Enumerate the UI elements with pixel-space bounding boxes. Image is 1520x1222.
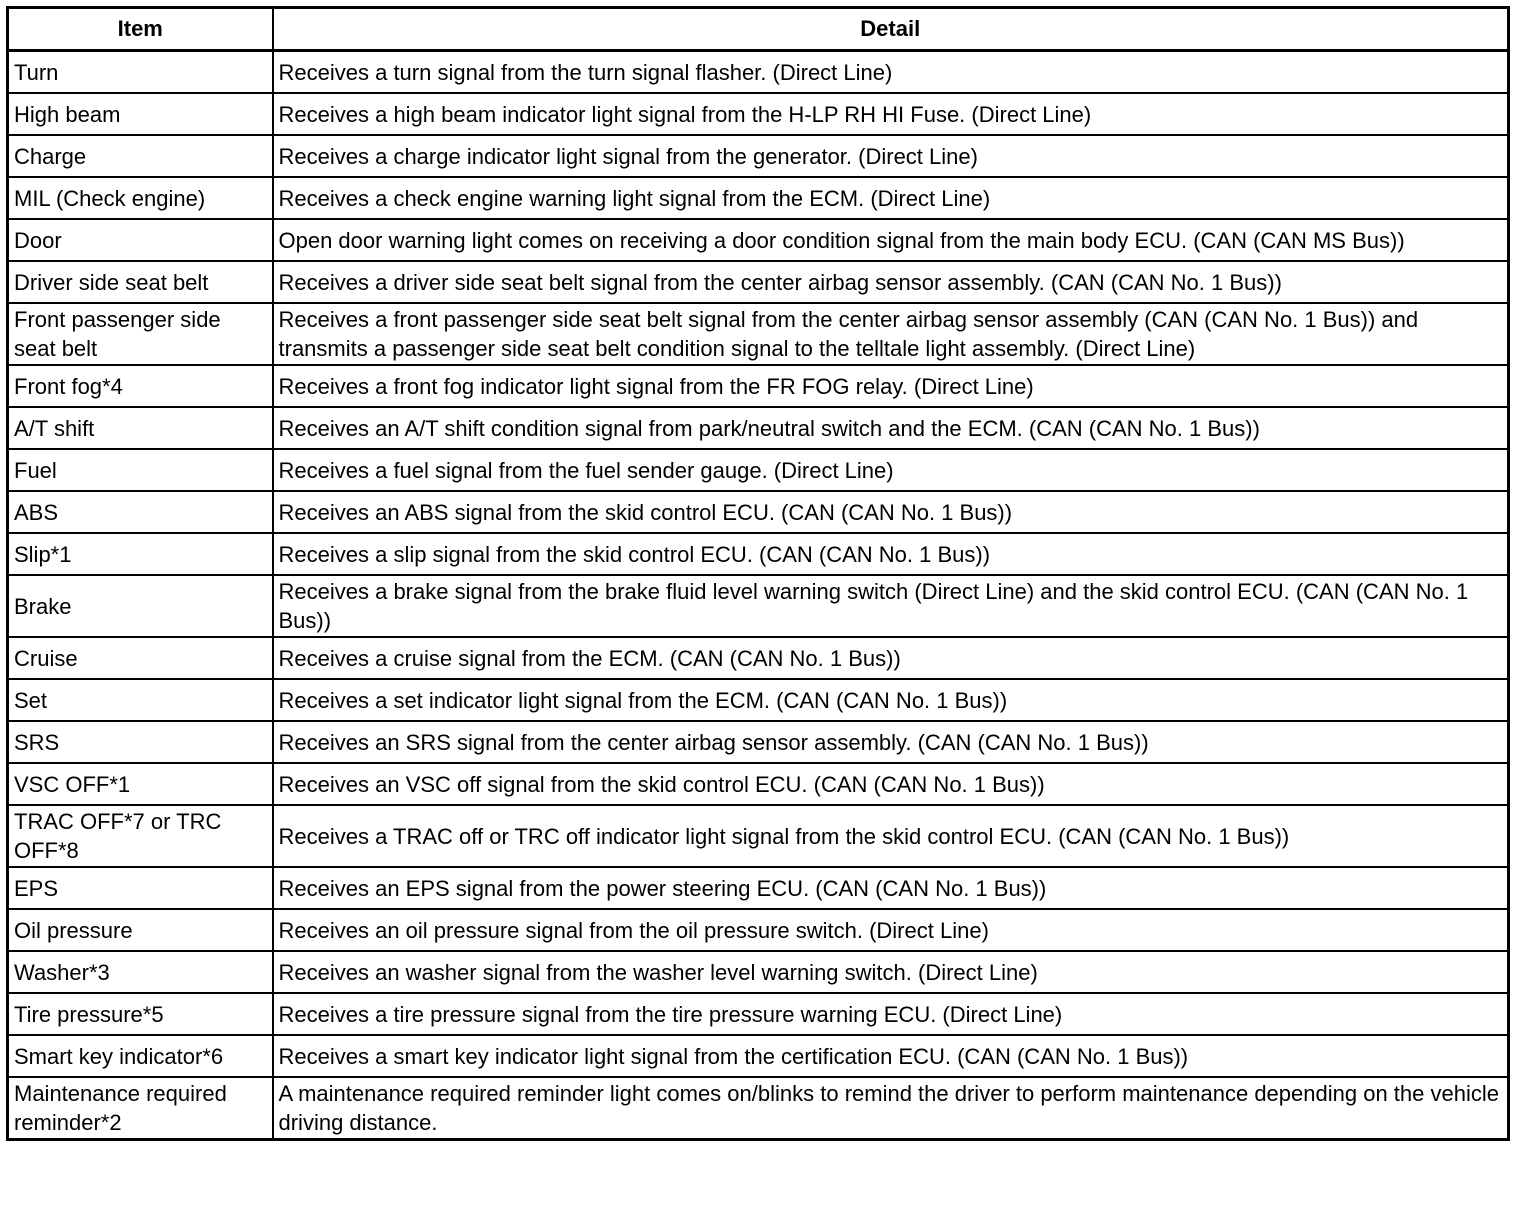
table-row bbox=[8, 575, 1509, 637]
detail-cell: Receives a driver side seat belt signal from the center airbag sensor assembly. (CAN (CAN No. 1 Bus)) bbox=[273, 261, 1509, 303]
detail-cell: Receives a slip signal from the skid control ECU. (CAN (CAN No. 1 Bus)) bbox=[273, 533, 1509, 575]
table-row bbox=[8, 135, 1509, 177]
detail-cell: Receives a fuel signal from the fuel sender gauge. (Direct Line) bbox=[273, 449, 1509, 491]
detail-cell: Receives an oil pressure signal from the oil pressure switch. (Direct Line) bbox=[273, 909, 1509, 951]
item-cell: ABS bbox=[8, 491, 273, 533]
table-row bbox=[8, 679, 1509, 721]
detail-cell: Receives an A/T shift condition signal from park/neutral switch and the ECM. (CAN (CAN No. 1 Bus)) bbox=[273, 407, 1509, 449]
table-row bbox=[8, 637, 1509, 679]
table-row bbox=[8, 449, 1509, 491]
item-cell: High beam bbox=[8, 93, 273, 135]
detail-cell: Receives an EPS signal from the power steering ECU. (CAN (CAN No. 1 Bus)) bbox=[273, 867, 1509, 909]
item-cell: MIL (Check engine) bbox=[8, 177, 273, 219]
detail-cell: Receives an ABS signal from the skid control ECU. (CAN (CAN No. 1 Bus)) bbox=[273, 491, 1509, 533]
item-cell: Fuel bbox=[8, 449, 273, 491]
item-cell: TRAC OFF*7 or TRC OFF*8 bbox=[8, 805, 273, 867]
table-body bbox=[8, 51, 1509, 1140]
item-cell: Door bbox=[8, 219, 273, 261]
table-row bbox=[8, 993, 1509, 1035]
detail-cell: Receives an VSC off signal from the skid control ECU. (CAN (CAN No. 1 Bus)) bbox=[273, 763, 1509, 805]
table-row bbox=[8, 93, 1509, 135]
table-row bbox=[8, 533, 1509, 575]
item-cell: Brake bbox=[8, 575, 273, 637]
detail-cell: Open door warning light comes on receiving a door condition signal from the main body ECU. (CAN (CAN MS Bus)) bbox=[273, 219, 1509, 261]
detail-cell: Receives a check engine warning light signal from the ECM. (Direct Line) bbox=[273, 177, 1509, 219]
table-row bbox=[8, 1035, 1509, 1077]
item-cell: Front fog*4 bbox=[8, 365, 273, 407]
item-cell: Oil pressure bbox=[8, 909, 273, 951]
detail-cell: Receives a set indicator light signal from the ECM. (CAN (CAN No. 1 Bus)) bbox=[273, 679, 1509, 721]
item-cell: SRS bbox=[8, 721, 273, 763]
item-cell: Driver side seat belt bbox=[8, 261, 273, 303]
table-row bbox=[8, 51, 1509, 94]
detail-cell: Receives a high beam indicator light signal from the H-LP RH HI Fuse. (Direct Line) bbox=[273, 93, 1509, 135]
detail-cell: Receives a charge indicator light signal from the generator. (Direct Line) bbox=[273, 135, 1509, 177]
detail-cell: Receives a tire pressure signal from the tire pressure warning ECU. (Direct Line) bbox=[273, 993, 1509, 1035]
table-row bbox=[8, 763, 1509, 805]
detail-cell: Receives an SRS signal from the center airbag sensor assembly. (CAN (CAN No. 1 Bus)) bbox=[273, 721, 1509, 763]
item-cell: Front passenger side seat belt bbox=[8, 303, 273, 365]
table-row bbox=[8, 867, 1509, 909]
item-cell: Set bbox=[8, 679, 273, 721]
detail-cell: Receives a front passenger side seat belt signal from the center airbag sensor assembly (CAN (CAN No. 1 Bus)) and transmits a passenger side seat belt condition signal to the telltale light assembly. (Direct Line) bbox=[273, 303, 1509, 365]
item-cell: Slip*1 bbox=[8, 533, 273, 575]
signal-table bbox=[6, 6, 1510, 1141]
table-row bbox=[8, 303, 1509, 365]
table-row bbox=[8, 261, 1509, 303]
table-row bbox=[8, 909, 1509, 951]
item-cell: Cruise bbox=[8, 637, 273, 679]
table-row bbox=[8, 219, 1509, 261]
item-cell: EPS bbox=[8, 867, 273, 909]
detail-cell: Receives a TRAC off or TRC off indicator light signal from the skid control ECU. (CAN (CAN No. 1 Bus)) bbox=[273, 805, 1509, 867]
table-row bbox=[8, 407, 1509, 449]
header-row bbox=[8, 8, 1509, 51]
detail-cell: Receives a cruise signal from the ECM. (CAN (CAN No. 1 Bus)) bbox=[273, 637, 1509, 679]
item-cell: Washer*3 bbox=[8, 951, 273, 993]
detail-cell: A maintenance required reminder light comes on/blinks to remind the driver to perform maintenance depending on the vehicle driving distance. bbox=[273, 1077, 1509, 1140]
header-item: Item bbox=[8, 8, 273, 51]
item-cell: Maintenance required reminder*2 bbox=[8, 1077, 273, 1140]
item-cell: A/T shift bbox=[8, 407, 273, 449]
table-row bbox=[8, 721, 1509, 763]
table-row bbox=[8, 805, 1509, 867]
detail-cell: Receives an washer signal from the washer level warning switch. (Direct Line) bbox=[273, 951, 1509, 993]
table-container bbox=[6, 6, 1507, 1141]
detail-cell: Receives a turn signal from the turn signal flasher. (Direct Line) bbox=[273, 51, 1509, 94]
item-cell: VSC OFF*1 bbox=[8, 763, 273, 805]
detail-cell: Receives a front fog indicator light signal from the FR FOG relay. (Direct Line) bbox=[273, 365, 1509, 407]
table-row bbox=[8, 1077, 1509, 1140]
table-row bbox=[8, 491, 1509, 533]
table-row bbox=[8, 177, 1509, 219]
header-detail: Detail bbox=[273, 8, 1509, 51]
detail-cell: Receives a brake signal from the brake fluid level warning switch (Direct Line) and the skid control ECU. (CAN (CAN No. 1 Bus)) bbox=[273, 575, 1509, 637]
table-row bbox=[8, 951, 1509, 993]
detail-cell: Receives a smart key indicator light signal from the certification ECU. (CAN (CAN No. 1 Bus)) bbox=[273, 1035, 1509, 1077]
item-cell: Smart key indicator*6 bbox=[8, 1035, 273, 1077]
table-row bbox=[8, 365, 1509, 407]
item-cell: Tire pressure*5 bbox=[8, 993, 273, 1035]
item-cell: Charge bbox=[8, 135, 273, 177]
item-cell: Turn bbox=[8, 51, 273, 94]
